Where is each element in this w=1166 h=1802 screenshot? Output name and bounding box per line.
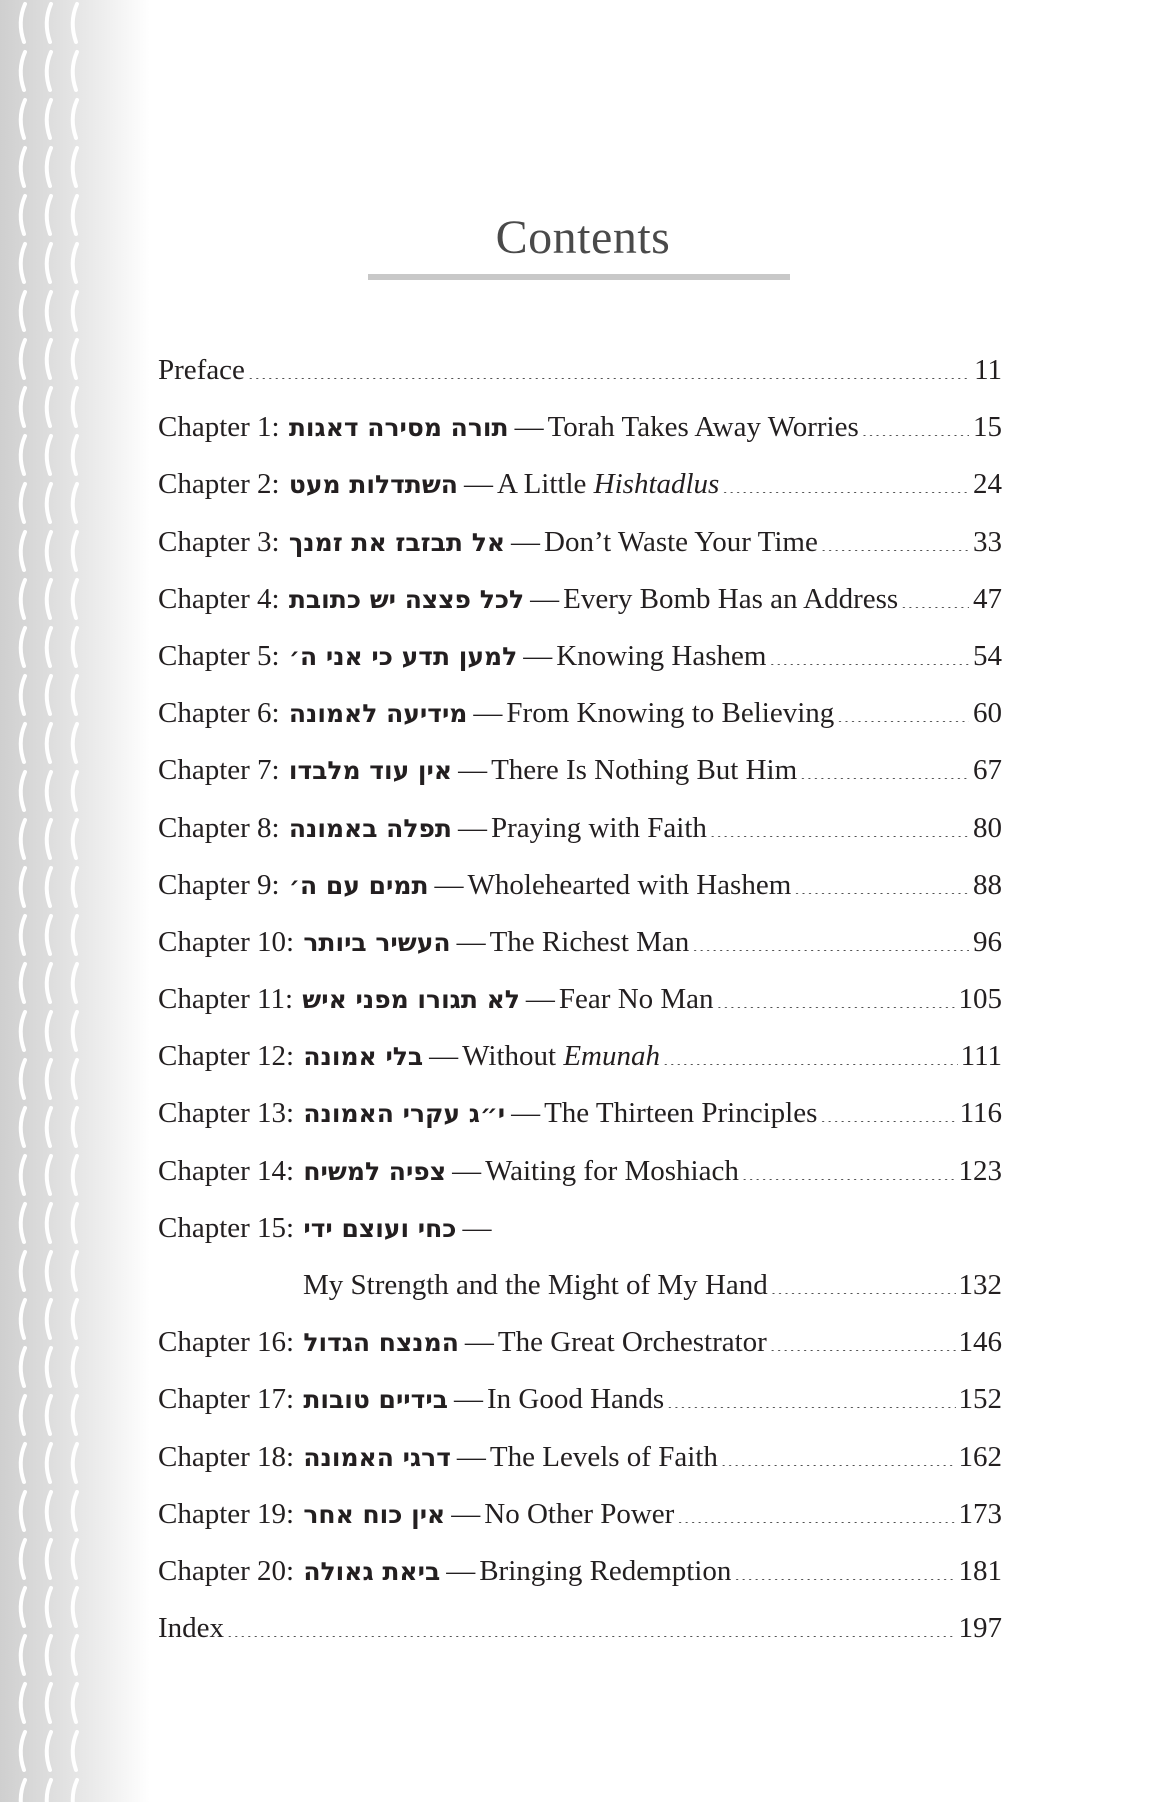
chapter-prefix: Chapter 14: (158, 1154, 295, 1187)
entry-label: Preface (158, 354, 245, 386)
chapter-hebrew-title: לכל פצצה יש כתובת (288, 584, 525, 614)
chapter-english-title (497, 468, 719, 501)
chapter-hebrew-title: לא תגורו מפני איש (302, 985, 520, 1015)
dot-leader (821, 550, 969, 551)
dot-leader (734, 1579, 955, 1580)
entry-continuation: My Strength and the Might of My Hand (303, 1269, 768, 1301)
dot-leader (820, 1121, 956, 1122)
toc-entry (158, 1155, 1002, 1212)
spine-ornament-icon (0, 0, 150, 1802)
dot-leader (717, 1007, 956, 1008)
chapter-prefix: Chapter 6: (158, 697, 280, 730)
chapter-hebrew-title: אל תבזבז את זמנך (288, 527, 506, 557)
chapter-hebrew-title: צפיה למשיח (303, 1156, 447, 1186)
page-number: 111 (960, 1040, 1002, 1073)
page-number: 123 (958, 1154, 1002, 1187)
chapter-prefix: Chapter 5: (158, 639, 280, 672)
chapter-hebrew-title: בידיים טובות (303, 1385, 448, 1415)
chapter-hebrew-title: דרגי האמונה (303, 1442, 451, 1472)
toc-entry (158, 1498, 1002, 1555)
chapter-english-title (484, 1498, 674, 1531)
chapter-prefix: Chapter 3: (158, 525, 280, 558)
english-title-text: Don’t Waste Your Time (544, 525, 818, 558)
english-title-text: The Great Orchestrator (497, 1326, 767, 1359)
em-dash: — (458, 754, 488, 787)
toc-entry (158, 1326, 1002, 1383)
toc-entry (158, 983, 1002, 1040)
em-dash: — (473, 697, 503, 730)
dot-leader (721, 1465, 956, 1466)
toc-entry (158, 1441, 1002, 1498)
chapter-hebrew-title: תמים עם ה׳ (288, 870, 429, 900)
english-title-text: Waiting for Moshiach (485, 1154, 739, 1187)
page-number: 54 (973, 639, 1002, 672)
em-dash: — (523, 639, 553, 672)
chapter-hebrew-title: תורה מסירה דאגות (288, 413, 509, 443)
toc-entry (158, 1040, 1002, 1097)
chapter-hebrew-title: העשיר ביותר (303, 927, 451, 957)
page-number: 173 (958, 1497, 1002, 1530)
em-dash: — (463, 468, 493, 501)
em-dash: — (530, 582, 560, 615)
em-dash: — (446, 1554, 476, 1587)
entry-label: Index (158, 1612, 225, 1645)
em-dash: — (511, 1097, 541, 1130)
chapter-hebrew-title: המנצח הגדול (303, 1328, 459, 1358)
dot-leader (769, 664, 969, 665)
english-title-text: Bringing Redemption (479, 1554, 732, 1587)
chapter-hebrew-title: תפלה באמונה (288, 813, 453, 843)
toc-entry (158, 526, 1002, 583)
chapter-prefix: Chapter 12: (158, 1040, 295, 1073)
em-dash: — (464, 1326, 494, 1359)
em-dash: — (452, 1154, 482, 1187)
toc-entry (158, 926, 1002, 983)
chapter-english-title (498, 1326, 767, 1359)
english-title-text: Torah Takes Away Worries (547, 411, 859, 444)
toc-entry (158, 1555, 1002, 1612)
chapter-prefix: Chapter 15: (158, 1211, 295, 1244)
em-dash: — (453, 1383, 483, 1416)
chapter-hebrew-title: כחי ועוצם ידי (303, 1213, 457, 1243)
chapter-english-title (490, 926, 690, 959)
english-title-text: No Other Power (484, 1497, 675, 1530)
page-number: 162 (958, 1440, 1002, 1473)
em-dash: — (514, 411, 544, 444)
em-dash: — (511, 525, 541, 558)
dot-leader (710, 836, 969, 837)
page-number: 47 (973, 582, 1002, 615)
chapter-prefix: Chapter 2: (158, 468, 280, 501)
page-number: 33 (973, 525, 1002, 558)
page-number: 116 (959, 1097, 1002, 1130)
em-dash: — (525, 983, 555, 1016)
table-of-contents (158, 354, 1002, 1669)
toc-entry (158, 1097, 1002, 1154)
em-dash: — (458, 811, 488, 844)
chapter-prefix: Chapter 4: (158, 582, 280, 615)
toc-entry (158, 640, 1002, 697)
english-title-text: Praying with Faith (491, 811, 707, 844)
toc-entry (158, 1212, 1002, 1269)
toc-entry (158, 354, 1002, 411)
chapter-english-title (487, 1383, 664, 1416)
chapter-hebrew-title: השתדלות מעט (288, 470, 458, 500)
english-title-text: There Is Nothing But Him (491, 754, 798, 787)
title-rule (368, 274, 790, 280)
english-title-text: Every Bomb Has an Address (563, 582, 899, 615)
chapter-prefix: Chapter 11: (158, 983, 294, 1016)
page-number: 15 (973, 411, 1002, 444)
dot-leader (770, 1350, 956, 1351)
em-dash: — (456, 1440, 486, 1473)
toc-entry (158, 1269, 1002, 1326)
chapter-hebrew-title: בלי אמונה (303, 1042, 424, 1072)
toc-entry (158, 697, 1002, 754)
chapter-english-title (491, 754, 797, 787)
em-dash: — (429, 1040, 459, 1073)
page-number: 146 (958, 1326, 1002, 1359)
page-number: 181 (958, 1554, 1002, 1587)
english-title-text: The Richest Man (489, 925, 690, 958)
toc-entry (158, 812, 1002, 869)
chapter-prefix: Chapter 16: (158, 1326, 295, 1359)
english-title-text: Wholehearted with Hashem (467, 868, 792, 901)
chapter-english-title (479, 1555, 731, 1588)
em-dash: — (462, 1211, 492, 1244)
toc-entry (158, 468, 1002, 525)
dot-leader (837, 721, 969, 722)
chapter-english-title (544, 1097, 817, 1130)
chapter-prefix: Chapter 20: (158, 1554, 295, 1587)
page-number: 80 (973, 811, 1002, 844)
chapter-hebrew-title: י״ג עקרי האמונה (303, 1099, 506, 1129)
page-number: 11 (974, 354, 1002, 386)
dot-leader (771, 1293, 956, 1294)
english-title-text: Knowing Hashem (556, 639, 767, 672)
page-number: 152 (958, 1383, 1002, 1416)
page-number: 132 (958, 1269, 1002, 1301)
toc-entry (158, 869, 1002, 926)
em-dash: — (456, 925, 486, 958)
chapter-hebrew-title: אין כוח אחר (303, 1499, 446, 1529)
chapter-english-title (556, 640, 766, 673)
dot-leader (667, 1407, 955, 1408)
toc-entry (158, 1383, 1002, 1440)
english-title-italic: Emunah (563, 1040, 660, 1073)
chapter-prefix: Chapter 13: (158, 1097, 295, 1130)
page-number: 88 (973, 868, 1002, 901)
chapter-english-title (548, 411, 859, 444)
chapter-prefix: Chapter 19: (158, 1497, 295, 1530)
english-title-text: The Levels of Faith (489, 1440, 718, 1473)
chapter-prefix: Chapter 17: (158, 1383, 295, 1416)
toc-entry (158, 754, 1002, 811)
dot-leader (248, 378, 969, 379)
chapter-hebrew-title: למען תדע כי אני ה׳ (288, 641, 518, 671)
page-number: 197 (958, 1612, 1002, 1645)
chapter-english-title (506, 697, 834, 730)
english-title-text: The Thirteen Principles (544, 1097, 818, 1130)
page-title: Contents (495, 211, 671, 265)
chapter-english-title (491, 812, 707, 845)
dot-leader (692, 950, 969, 951)
page-number: 67 (973, 754, 1002, 787)
english-title-text: A Little (496, 468, 587, 501)
chapter-prefix: Chapter 10: (158, 925, 295, 958)
dot-leader (227, 1636, 955, 1637)
chapter-hebrew-title: אין עוד מלבדו (288, 756, 453, 786)
english-title-text: Fear No Man (558, 983, 714, 1016)
chapter-english-title (559, 983, 714, 1016)
toc-entry (158, 411, 1002, 468)
page-number: 96 (973, 925, 1002, 958)
chapter-prefix: Chapter 18: (158, 1440, 295, 1473)
spine-decoration (0, 0, 150, 1802)
chapter-prefix: Chapter 9: (158, 868, 280, 901)
page-number: 24 (973, 468, 1002, 501)
em-dash: — (451, 1497, 481, 1530)
chapter-prefix: Chapter 7: (158, 754, 280, 787)
chapter-english-title (462, 1040, 660, 1073)
dot-leader (742, 1179, 956, 1180)
chapter-english-title (490, 1441, 718, 1474)
english-title-text: From Knowing to Believing (506, 697, 835, 730)
toc-entry (158, 1612, 1002, 1669)
dot-leader (862, 435, 969, 436)
page-number: 105 (958, 983, 1002, 1016)
chapter-english-title (468, 869, 792, 902)
em-dash: — (434, 868, 464, 901)
chapter-english-title (563, 583, 898, 616)
english-title-italic: Hishtadlus (593, 468, 720, 501)
dot-leader (677, 1522, 955, 1523)
english-title-text: In Good Hands (486, 1383, 665, 1416)
page-number: 60 (973, 697, 1002, 730)
chapter-prefix: Chapter 8: (158, 811, 280, 844)
dot-leader (722, 492, 969, 493)
chapter-english-title (485, 1155, 739, 1188)
chapter-hebrew-title: מידיעה לאמונה (288, 699, 468, 729)
chapter-hebrew-title: ביאת גאולה (303, 1556, 441, 1586)
toc-entry (158, 583, 1002, 640)
english-title-text: Without (462, 1040, 557, 1073)
dot-leader (901, 607, 969, 608)
chapter-prefix: Chapter 1: (158, 411, 280, 444)
dot-leader (663, 1064, 958, 1065)
chapter-english-title (544, 526, 818, 559)
dot-leader (794, 893, 969, 894)
dot-leader (800, 778, 969, 779)
